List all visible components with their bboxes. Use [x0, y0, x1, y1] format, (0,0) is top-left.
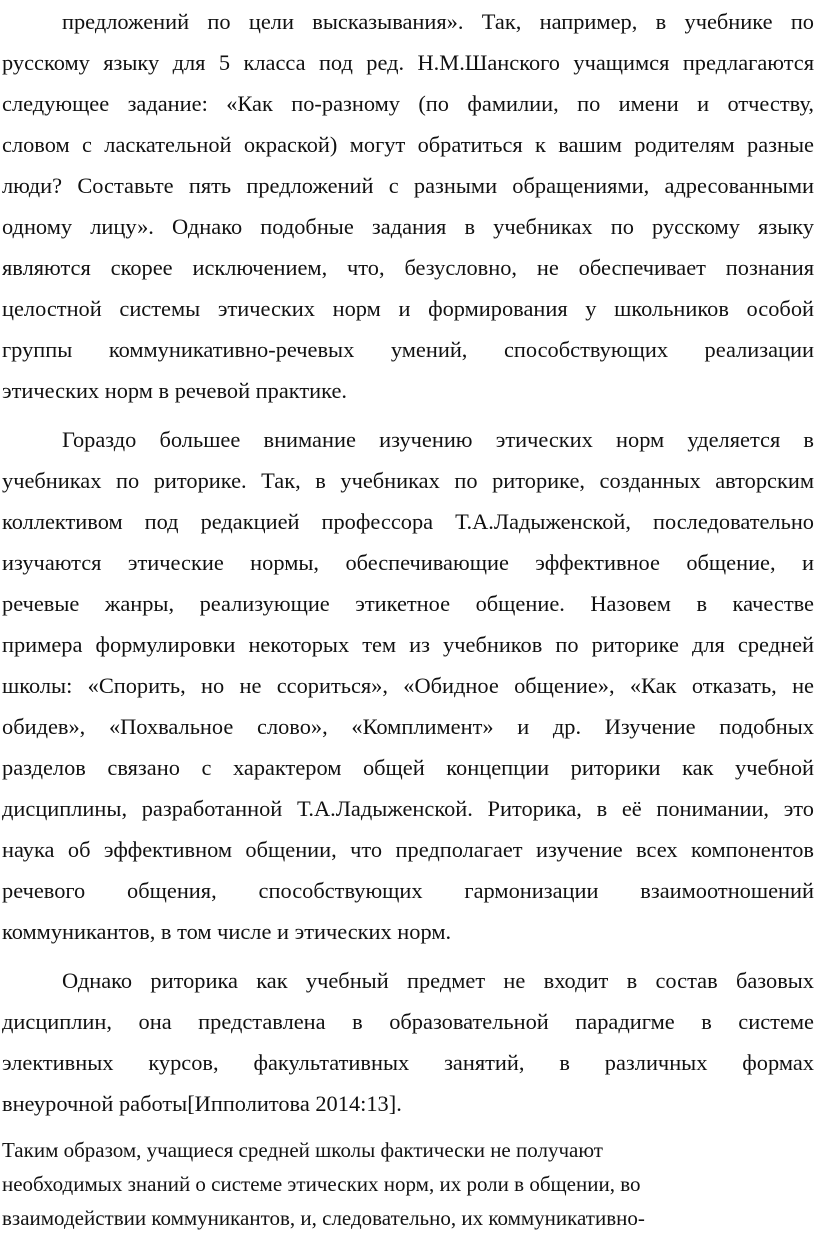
text-line: целостной системы этических норм и формирования у школьников особой — [2, 296, 814, 321]
text-line: элективных курсов, факультативных занятий, в различных формах — [2, 1050, 814, 1075]
text-line: Однако риторика как учебный предмет не входит в состав базовых — [62, 968, 814, 993]
text-line: предложений по цели высказывания». Так, например, в учебнике по — [62, 9, 814, 34]
text-line: русскому языку для 5 класса под ред. Н.М.Шанского учащимся предлагаются — [2, 50, 814, 75]
text-line: учебниках по риторике. Так, в учебниках по риторике, созданных авторским — [2, 468, 814, 493]
text-line: люди? Составьте пять предложений с разными обращениями, адресованными — [2, 173, 814, 198]
text-line: коллективом под редакцией профессора Т.А.Ладыженской, последовательно — [2, 509, 814, 534]
text-line: обидев», «Похвальное слово», «Комплимент» и др. Изучение подобных — [2, 714, 814, 739]
text-line: группы коммуникативно-речевых умений, способствующих реализации — [2, 337, 814, 362]
text-line: школы: «Спорить, но не ссориться», «Обидное общение», «Как отказать, не — [2, 673, 814, 698]
text-line: коммуникантов, в том числе и этических норм. — [2, 919, 452, 944]
text-line: наука об эффективном общении, что предполагает изучение всех компонентов — [2, 837, 814, 862]
text-line: взаимодействии коммуникантов, и, следовательно, их коммуникативно- — [2, 1206, 645, 1230]
text-line: следующее задание: «Как по-разному (по фамилии, по имени и отчеству, — [2, 91, 814, 116]
text-line: Гораздо большее внимание изучению этических норм уделяется в — [62, 427, 814, 452]
text-line: словом с ласкательной окраской) могут обратиться к вашим родителям разные — [2, 132, 814, 157]
text-line: изучаются этические нормы, обеспечивающие эффективное общение, и — [2, 550, 814, 575]
text-line: необходимых знаний о системе этических норм, их роли в общении, во — [2, 1172, 641, 1196]
text-line: дисциплины, разработанной Т.А.Ладыженской. Риторика, в её понимании, это — [2, 796, 814, 821]
text-line: этических норм в речевой практике. — [2, 378, 347, 403]
text-line: внеурочной работы[Ипполитова 2014:13]. — [2, 1091, 402, 1116]
text-line: примера формулировки некоторых тем из учебников по риторике для средней — [2, 632, 814, 657]
text-line: Таким образом, учащиеся средней школы фактически не получают — [2, 1138, 603, 1162]
text-line: дисциплин, она представлена в образовательной парадигме в системе — [2, 1009, 814, 1034]
text-line: речевого общения, способствующих гармонизации взаимоотношений — [2, 878, 814, 903]
text-line: разделов связано с характером общей концепции риторики как учебной — [2, 755, 814, 780]
text-line: речевые жанры, реализующие этикетное общение. Назовем в качестве — [2, 591, 814, 616]
text-line: одному лицу». Однако подобные задания в учебниках по русскому языку — [2, 214, 814, 239]
text-line: являются скорее исключением, что, безусловно, не обеспечивает познания — [2, 255, 814, 280]
